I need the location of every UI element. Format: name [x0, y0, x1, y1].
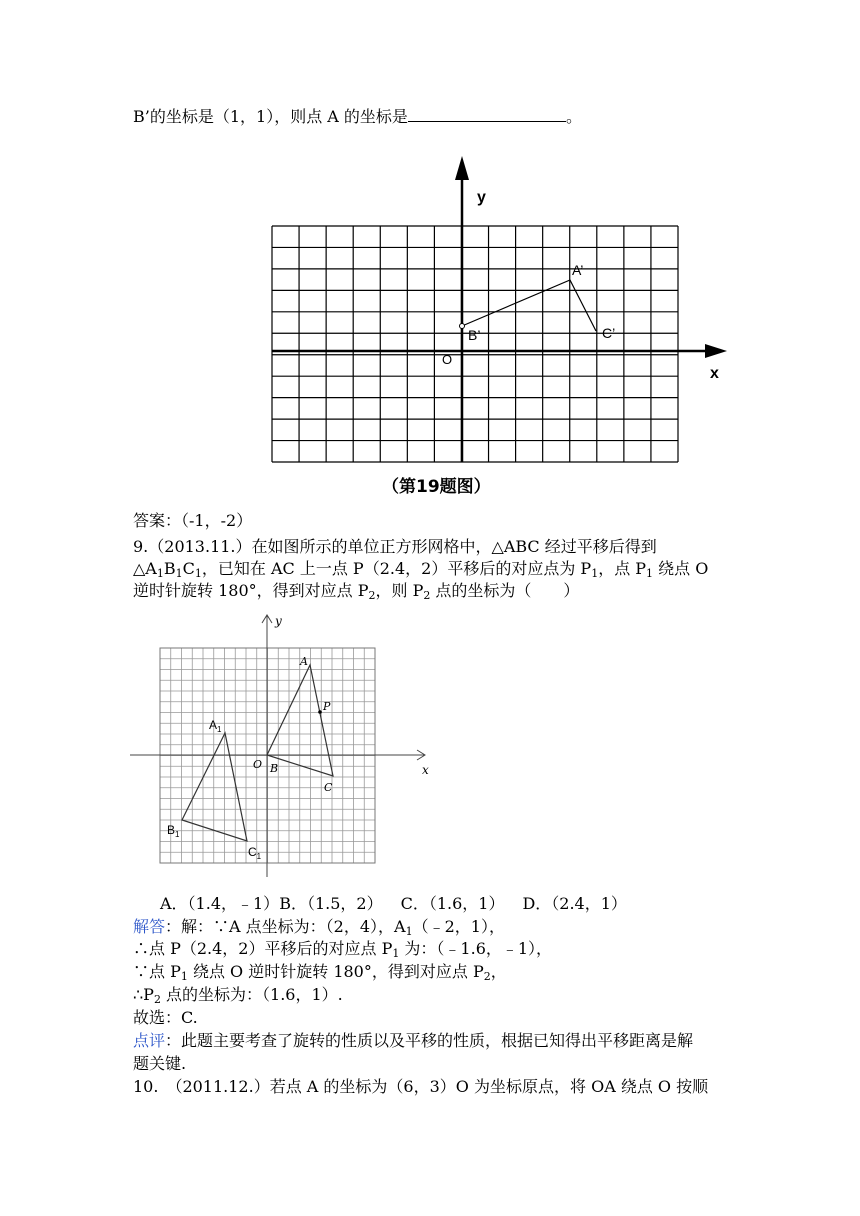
figure-q9 — [125, 605, 445, 880]
fig19-caption: （第19题图） — [382, 477, 491, 497]
q9-option-d: D．（2.4，1） — [522, 894, 627, 913]
fig19-triangle — [462, 280, 596, 331]
fig9-x-label: x — [422, 763, 429, 777]
q9-option-a: A．（1.4，﹣1） — [160, 894, 280, 913]
fig9-label-c1: $C_1$ — [248, 845, 262, 861]
fig19-c-label: C’ — [602, 325, 616, 341]
fig19-grid — [272, 226, 678, 462]
fig19-y-arrow — [455, 156, 469, 180]
solution-line-4: $\therefore P_2$ 点的坐标为：（1.6，1）. — [133, 985, 343, 1006]
fig19-x-arrow — [705, 344, 727, 358]
comment-label: 点评 — [133, 1031, 166, 1050]
fig19-b-label: B’ — [468, 327, 481, 343]
fig9-y-label: y — [275, 614, 282, 628]
fig19-a-label: A’ — [572, 262, 584, 278]
solution-label: 解答 — [133, 917, 166, 936]
fig9-label-c: C — [324, 781, 333, 794]
q9-line-2: $\triangle A_1B_1C_1$，已知在 AC 上一点 P（2.4，2）平移后的对应点为 $P_1$，点 $P_1$ 绕点 O — [133, 559, 709, 580]
q9-line-1: 9.（2013.11.）在如图所示的单位正方形网格中，△ABC 经过平移后得到 — [133, 537, 657, 556]
fig9-label-o: O — [253, 758, 263, 771]
fig9-label-a: A — [300, 655, 308, 668]
comment-line-2: 题关键. — [133, 1054, 187, 1073]
fig9-label-b: B — [270, 762, 279, 775]
solution-text-1: ：解：∵A 点坐标为：（2，4），$A_1(﹣2$，1）， — [165, 917, 505, 938]
figure-19 — [262, 150, 742, 505]
answer-value: （-1，-2） — [181, 511, 253, 530]
q8-tail-text: B’的坐标是（1，1），则点 A 的坐标是 — [133, 107, 408, 126]
solution-line-3: ∵点 $P_1$ 绕点 O 逆时针旋转 180°，得到对应点 $P_2$， — [133, 962, 507, 983]
answer-label: 答案： — [133, 511, 182, 530]
q8-end-punct: 。 — [565, 107, 582, 126]
q9-options — [160, 893, 645, 915]
fig19-point-b — [460, 324, 465, 329]
fig9-label-a1: $A_1$ — [209, 718, 222, 734]
q10-line-1: 10. （2011.12.）若点 A 的坐标为（6，3）O 为坐标原点，将 OA 绕点 O 按顺 — [133, 1077, 709, 1096]
solution-line-1 — [133, 916, 505, 938]
comment-line-1 — [133, 1030, 693, 1052]
comment-text-1: ：此题主要考查了旋转的性质以及平移的性质，根据已知得出平移距离是解 — [165, 1031, 694, 1050]
answer-blank — [408, 105, 566, 122]
fig9-label-b1: $B_1$ — [167, 823, 180, 839]
fig9-label-p: P — [323, 700, 331, 713]
q9-option-c: C．（1.6，1） — [400, 894, 505, 913]
fig19-y-label: y — [477, 189, 486, 206]
q9-line-3: 逆时针旋转 180°，得到对应点 $P_2$，则 $P_2$ 点的坐标为（ ） — [133, 581, 580, 602]
fig9-point-p — [318, 710, 322, 714]
q8-tail-line — [133, 105, 582, 128]
solution-line-2: ∴点 P（2.4，2）平移后的对应点 $P_1$ 为：（﹣1.6，﹣1）， — [133, 939, 553, 960]
q9-option-b: B．（1.5，2） — [279, 894, 383, 913]
solution-line-5: 故选：C. — [133, 1008, 198, 1027]
fig9-triangle-a1b1c1 — [182, 733, 247, 841]
fig19-x-label: x — [710, 365, 719, 382]
fig19-origin-label: O — [442, 352, 453, 367]
q8-answer — [133, 510, 252, 532]
